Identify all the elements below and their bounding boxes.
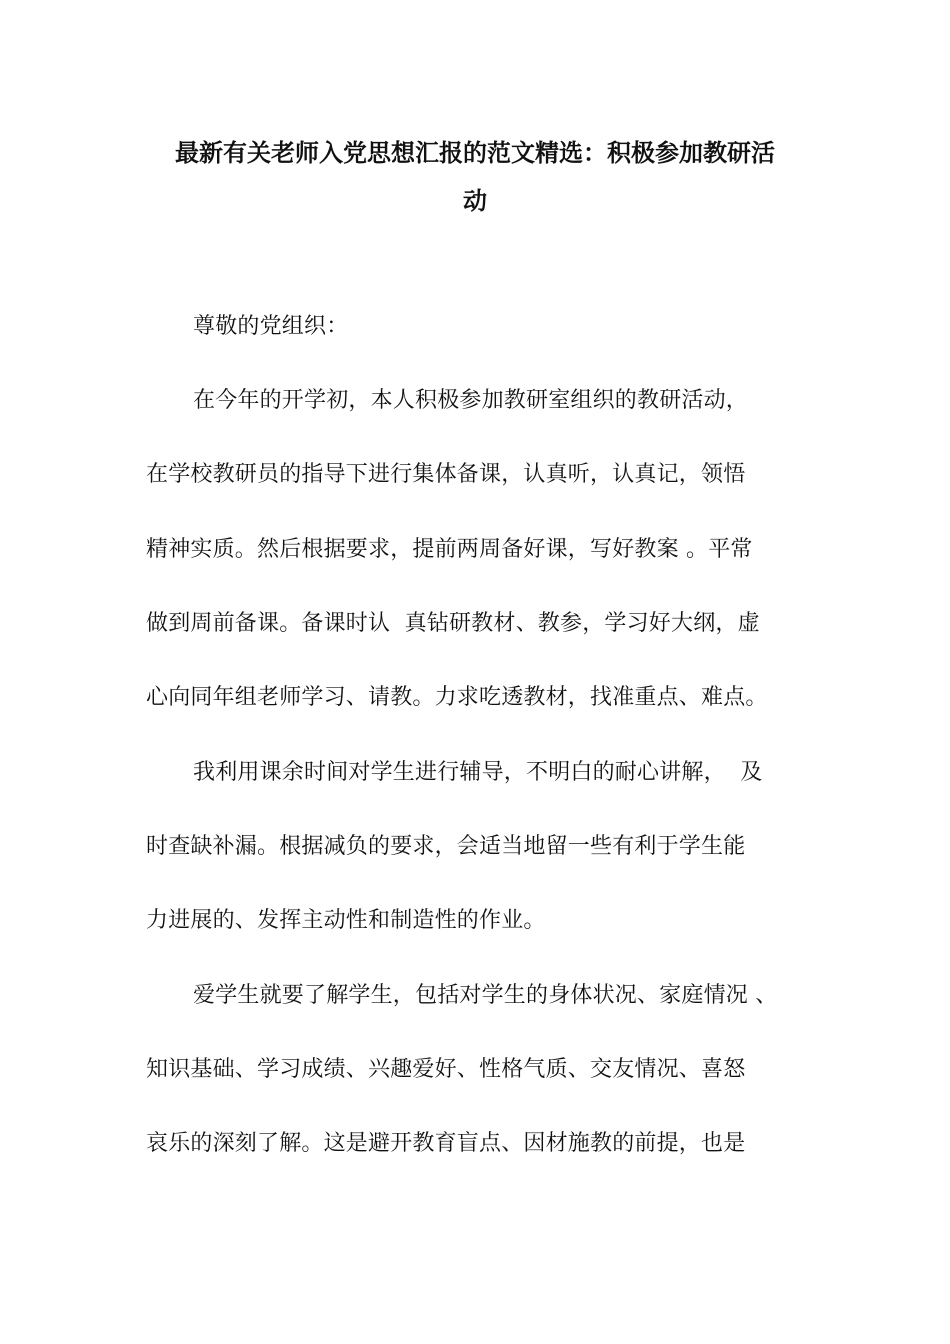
paragraph-1-line-4: 做到周前备课。备课时认 真钻研教材、教参，学习好大纲，虚 — [146, 611, 760, 636]
paragraph-3-line-1: 爱学生就要了解学生，包括对学生的身体状况、家庭情况 、 — [193, 983, 778, 1008]
document-title-line-2: 动 — [463, 187, 487, 215]
document-title-line-1: 最新有关老师入党思想汇报的范文精选：积极参加教研活 — [175, 139, 775, 167]
paragraph-1-line-5: 心向同年组老师学习、请教。力求吃透教材，找准重点、难点。 — [146, 685, 768, 710]
paragraph-3-line-3: 哀乐的深刻了解。这是避开教育盲点、因材施教的前提，也是 — [146, 1131, 746, 1156]
paragraph-1-line-2: 在学校教研员的指导下进行集体备课，认真听，认真记，领悟 — [146, 462, 746, 487]
paragraph-2-line-1: 我利用课余时间对学生进行辅导，不明白的耐心讲解， 及 — [193, 760, 763, 785]
paragraph-1-line-1: 在今年的开学初，本人积极参加教研室组织的教研活动， — [193, 388, 749, 413]
salutation: 尊敬的党组织： — [193, 314, 349, 339]
paragraph-1-line-3: 精神实质。然后根据要求，提前两周备好课，写好教案 。平常 — [146, 537, 753, 562]
paragraph-3-line-2: 知识基础、学习成绩、兴趣爱好、性格气质、交友情况、喜怒 — [146, 1057, 746, 1082]
paragraph-2-line-3: 力进展的、发挥主动性和制造性的作业。 — [146, 908, 546, 933]
paragraph-2-line-2: 时查缺补漏。根据减负的要求，会适当地留一些有利于学生能 — [146, 834, 746, 859]
